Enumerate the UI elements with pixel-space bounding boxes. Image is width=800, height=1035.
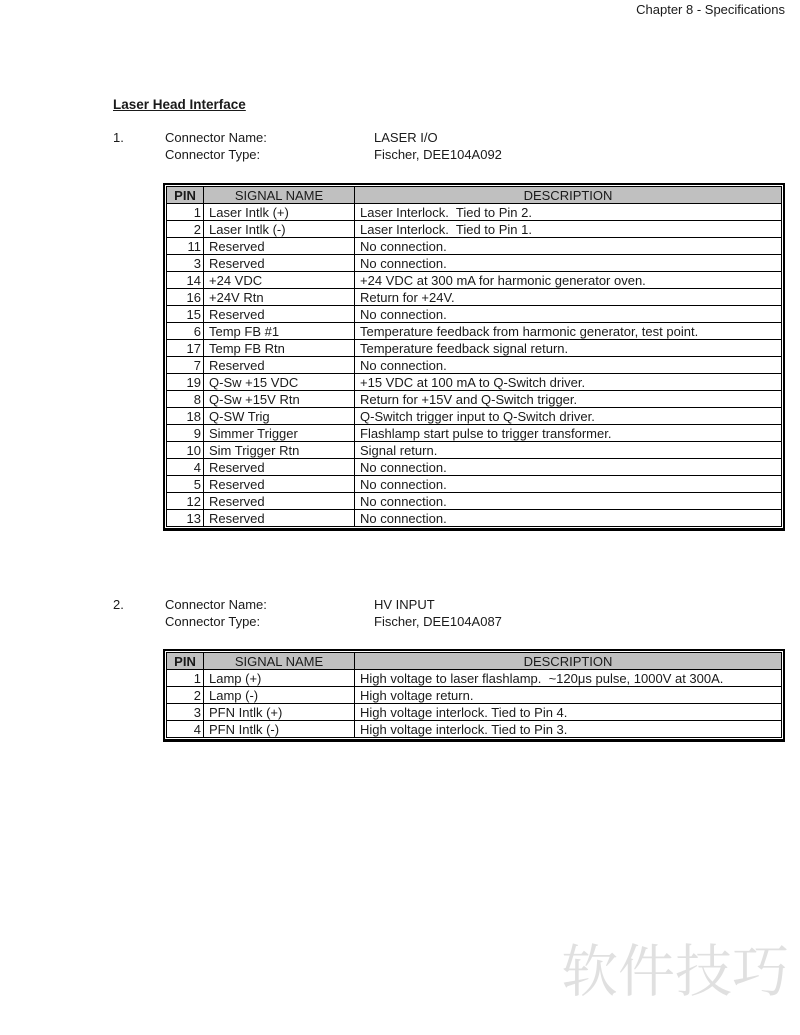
description-cell: No connection. bbox=[355, 306, 782, 323]
table-row bbox=[167, 670, 782, 687]
table-row bbox=[167, 493, 782, 510]
table-row bbox=[167, 374, 782, 391]
table-row bbox=[167, 391, 782, 408]
page-title: Laser Head Interface bbox=[113, 97, 246, 112]
section-number: 1. bbox=[113, 130, 124, 145]
signal-name-column-header: SIGNAL NAME bbox=[204, 653, 355, 670]
table-row bbox=[167, 204, 782, 221]
signal-name-cell: PFN Intlk (-) bbox=[204, 721, 355, 738]
pin-cell: 4 bbox=[167, 721, 204, 738]
pin-cell: 18 bbox=[167, 408, 204, 425]
connector-type-value: Fischer, DEE104A092 bbox=[374, 147, 502, 162]
connector-name-value: LASER I/O bbox=[374, 130, 438, 145]
page-header: Chapter 8 - Specifications bbox=[636, 2, 785, 17]
section-1-connector-info bbox=[113, 129, 785, 163]
description-cell: +15 VDC at 100 mA to Q-Switch driver. bbox=[355, 374, 782, 391]
description-cell: No connection. bbox=[355, 493, 782, 510]
connector-type-label: Connector Type: bbox=[165, 614, 261, 629]
description-cell: Return for +24V. bbox=[355, 289, 782, 306]
signal-name-cell: Q-Sw +15V Rtn bbox=[204, 391, 355, 408]
pin-cell: 10 bbox=[167, 442, 204, 459]
table-row bbox=[167, 721, 782, 738]
description-cell: No connection. bbox=[355, 357, 782, 374]
table-row bbox=[167, 238, 782, 255]
table-row bbox=[167, 425, 782, 442]
section-2-connector-info bbox=[113, 596, 785, 630]
connector-name-label: Connector Name: bbox=[165, 597, 267, 612]
laser-io-pin-table bbox=[163, 183, 785, 531]
signal-name-cell: Reserved bbox=[204, 238, 355, 255]
description-cell: No connection. bbox=[355, 459, 782, 476]
description-cell: High voltage interlock. Tied to Pin 3. bbox=[355, 721, 782, 738]
signal-name-cell: Reserved bbox=[204, 306, 355, 323]
signal-name-cell: Lamp (+) bbox=[204, 670, 355, 687]
table-row bbox=[167, 323, 782, 340]
description-cell: No connection. bbox=[355, 510, 782, 527]
pin-column-header: PIN bbox=[167, 653, 204, 670]
pin-cell: 3 bbox=[167, 255, 204, 272]
pin-cell: 16 bbox=[167, 289, 204, 306]
signal-name-column-header: SIGNAL NAME bbox=[204, 187, 355, 204]
description-cell: High voltage interlock. Tied to Pin 4. bbox=[355, 704, 782, 721]
table-row bbox=[167, 408, 782, 425]
description-cell: Temperature feedback from harmonic generator, test point. bbox=[355, 323, 782, 340]
description-cell: High voltage to laser flashlamp. ~120μs pulse, 1000V at 300A. bbox=[355, 670, 782, 687]
pin-cell: 6 bbox=[167, 323, 204, 340]
description-cell: Temperature feedback signal return. bbox=[355, 340, 782, 357]
description-column-header: DESCRIPTION bbox=[355, 187, 782, 204]
description-cell: No connection. bbox=[355, 255, 782, 272]
signal-name-cell: Temp FB Rtn bbox=[204, 340, 355, 357]
pin-cell: 15 bbox=[167, 306, 204, 323]
pin-cell: 2 bbox=[167, 221, 204, 238]
watermark-text: 软件技巧 bbox=[561, 939, 789, 1005]
signal-name-cell: Reserved bbox=[204, 459, 355, 476]
table-row bbox=[167, 306, 782, 323]
signal-name-cell: Simmer Trigger bbox=[204, 425, 355, 442]
pin-cell: 9 bbox=[167, 425, 204, 442]
pin-cell: 14 bbox=[167, 272, 204, 289]
signal-name-cell: Reserved bbox=[204, 476, 355, 493]
signal-name-cell: PFN Intlk (+) bbox=[204, 704, 355, 721]
pin-cell: 7 bbox=[167, 357, 204, 374]
signal-name-cell: +24V Rtn bbox=[204, 289, 355, 306]
description-cell: Signal return. bbox=[355, 442, 782, 459]
description-cell: No connection. bbox=[355, 476, 782, 493]
signal-name-cell: Sim Trigger Rtn bbox=[204, 442, 355, 459]
signal-name-cell: Lamp (-) bbox=[204, 687, 355, 704]
table-row bbox=[167, 289, 782, 306]
table-row bbox=[167, 476, 782, 493]
table-row bbox=[167, 272, 782, 289]
pin-cell: 11 bbox=[167, 238, 204, 255]
pin-cell: 5 bbox=[167, 476, 204, 493]
signal-name-cell: Reserved bbox=[204, 357, 355, 374]
section-number: 2. bbox=[113, 597, 124, 612]
pin-cell: 19 bbox=[167, 374, 204, 391]
connector-type-value: Fischer, DEE104A087 bbox=[374, 614, 502, 629]
description-cell: Q-Switch trigger input to Q-Switch driver. bbox=[355, 408, 782, 425]
table-row bbox=[167, 357, 782, 374]
table-row bbox=[167, 255, 782, 272]
table-row bbox=[167, 459, 782, 476]
signal-name-cell: Temp FB #1 bbox=[204, 323, 355, 340]
signal-name-cell: Q-Sw +15 VDC bbox=[204, 374, 355, 391]
signal-name-cell: Q-SW Trig bbox=[204, 408, 355, 425]
connector-name-value: HV INPUT bbox=[374, 597, 435, 612]
signal-name-cell: +24 VDC bbox=[204, 272, 355, 289]
signal-name-cell: Reserved bbox=[204, 255, 355, 272]
connector-name-label: Connector Name: bbox=[165, 130, 267, 145]
table-row bbox=[167, 221, 782, 238]
description-cell: High voltage return. bbox=[355, 687, 782, 704]
pin-cell: 4 bbox=[167, 459, 204, 476]
connector-type-label: Connector Type: bbox=[165, 147, 261, 162]
signal-name-cell: Reserved bbox=[204, 510, 355, 527]
pin-column-header: PIN bbox=[167, 187, 204, 204]
signal-name-cell: Reserved bbox=[204, 493, 355, 510]
description-column-header: DESCRIPTION bbox=[355, 653, 782, 670]
table-row bbox=[167, 340, 782, 357]
pin-cell: 12 bbox=[167, 493, 204, 510]
description-cell: Laser Interlock. Tied to Pin 1. bbox=[355, 221, 782, 238]
pin-cell: 2 bbox=[167, 687, 204, 704]
description-cell: No connection. bbox=[355, 238, 782, 255]
description-cell: Flashlamp start pulse to trigger transformer. bbox=[355, 425, 782, 442]
description-cell: +24 VDC at 300 mA for harmonic generator oven. bbox=[355, 272, 782, 289]
signal-name-cell: Laser Intlk (-) bbox=[204, 221, 355, 238]
table-header-row bbox=[167, 653, 782, 670]
table-row bbox=[167, 442, 782, 459]
table-row bbox=[167, 510, 782, 527]
table-row bbox=[167, 704, 782, 721]
table-header-row bbox=[167, 187, 782, 204]
pin-cell: 1 bbox=[167, 670, 204, 687]
description-cell: Return for +15V and Q-Switch trigger. bbox=[355, 391, 782, 408]
pin-cell: 17 bbox=[167, 340, 204, 357]
hv-input-pin-table bbox=[163, 649, 785, 742]
pin-cell: 13 bbox=[167, 510, 204, 527]
pin-cell: 3 bbox=[167, 704, 204, 721]
signal-name-cell: Laser Intlk (+) bbox=[204, 204, 355, 221]
pin-cell: 8 bbox=[167, 391, 204, 408]
description-cell: Laser Interlock. Tied to Pin 2. bbox=[355, 204, 782, 221]
table-row bbox=[167, 687, 782, 704]
pin-cell: 1 bbox=[167, 204, 204, 221]
